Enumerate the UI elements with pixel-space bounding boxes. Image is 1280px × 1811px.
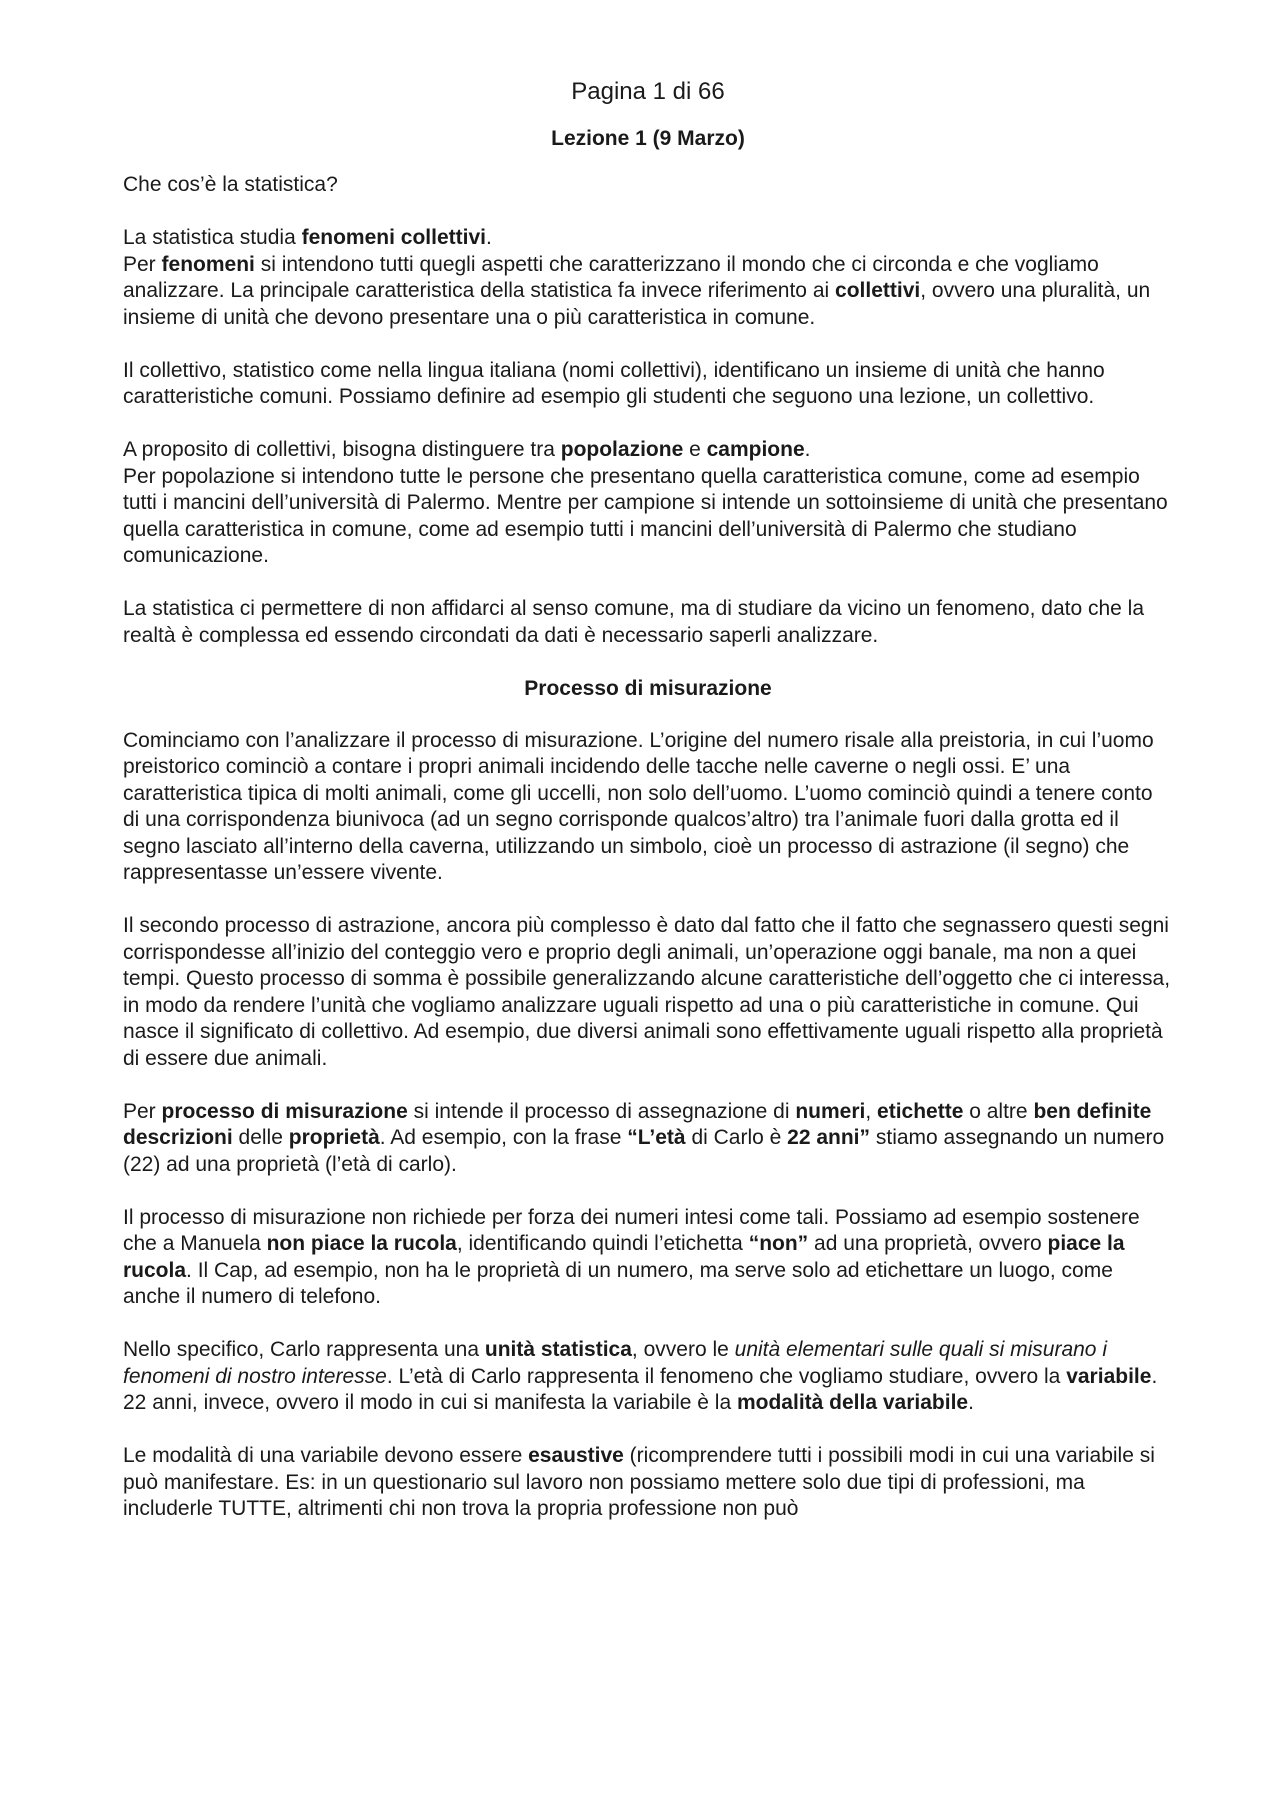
document-page [123, 72, 1173, 1549]
intro-paragraph-5: Per popolazione si intendono tutte le persone che presentano quella caratteristica comune, come ad esempio tutti i mancini dell’università di Palermo. Mentre per campione si intende un sottoinsieme di unità che presentano quella caratteristica in comune, come ad esempio tutti i mancini dell’università di Palermo che studiano comunicazione. [123, 464, 1168, 567]
page-number: Pagina 1 di 66 [571, 78, 725, 105]
intro-paragraph-2: Per fenomeni si intendono tutti quegli aspetti che caratterizzano il mondo che ci circonda e che vogliamo analizzare. La principale caratteristica della statistica fa invece riferimento ai collettivi, ovvero una pluralità, un insieme di unità che devono presentare una o più caratteristica in comune. [123, 252, 1151, 329]
section-paragraph-3: Per processo di misurazione si intende il processo di assegnazione di numeri, etichette o altre ben definite descrizioni delle proprietà. Ad esempio, con la frase “L’età di Carlo è 22 anni” stiamo assegnando un numero (22) ad una proprietà (l’età di carlo). [123, 1099, 1165, 1176]
section-paragraph-6: Le modalità di una variabile devono essere esaustive (ricomprendere tutti i possibili modi in cui una variabile si può manifestare. Es: in un questionario sul lavoro non possiamo mettere solo due tipi di professioni, ma includerle TUTTE, altrimenti chi non trova la propria professione non può [123, 1444, 1155, 1520]
section-paragraph-2: Il secondo processo di astrazione, ancora più complesso è dato dal fatto che il fatto che segnassero questi segni corrispondesse all’inizio del conteggio vero e proprio degli animali, un’operazione oggi banale, ma non a quei tempi. Questo processo di somma è possibile generalizzando alcune caratteristiche dell’oggetto che ci interessa, in modo da rendere l’unità che vogliamo analizzare uguali rispetto ad una o più caratteristiche in comune. Qui nasce il significato di collettivo. Ad esempio, due diversi animali sono effettivamente uguali rispetto alla proprietà di essere due animali. [123, 914, 1171, 1070]
section-paragraph-4: Il processo di misurazione non richiede per forza dei numeri intesi come tali. Possiamo ad esempio sostenere che a Manuela non piace la rucola, identificando quindi l’etichetta “non” ad una proprietà, ovvero piace la rucola. Il Cap, ad esempio, non ha le proprietà di un numero, ma serve solo ad etichettare un luogo, come anche il numero di telefono. [123, 1205, 1140, 1308]
section-paragraph-5: Nello specifico, Carlo rappresenta una unità statistica, ovvero le unità elementari sulle quali si misurano i fenomeni di nostro interesse. L’età di Carlo rappresenta il fenomeno che vogliamo studiare, ovvero la variabile. 22 anni, invece, ovvero il modo in cui si manifesta la variabile è la modalità della variabile. [123, 1338, 1158, 1414]
intro-paragraph-3: Il collettivo, statistico come nella lingua italiana (nomi collettivi), identificano un insieme di unità che hanno caratteristiche comuni. Possiamo definire ad esempio gli studenti che seguono una lezione, un collettivo. [123, 358, 1105, 408]
intro-paragraph-1: La statistica studia fenomeni collettivi. [123, 226, 492, 249]
section-paragraph-1: Cominciamo con l’analizzare il processo di misurazione. L’origine del numero risale alla preistoria, in cui l’uomo preistorico cominciò a contare i propri animali incidendo delle tacche nelle caverne o negli ossi. E’ una caratteristica tipica di molti animali, come gli uccelli, non solo dell’uomo. L’uomo cominciò quindi a tenere conto di una corrispondenza biunivoca (ad un segno corrisponde qualcos’altro) tra l’animale fuori dalla grotta ed il segno lasciato all’interno della caverna, utilizzando un simbolo, cioè un processo di astrazione (il segno) che rappresentasse un’essere vivente. [123, 728, 1154, 884]
lesson-title: Lezione 1 (9 Marzo) [551, 127, 745, 150]
intro-question: Che cos’è la statistica? [123, 173, 338, 196]
section-title: Processo di misurazione [524, 676, 772, 700]
intro-paragraph-6: La statistica ci permettere di non affidarci al senso comune, ma di studiare da vicino un fenomeno, dato che la realtà è complessa ed essendo circondati da dati è necessario saperli analizzare. [123, 597, 1145, 647]
intro-paragraph-4: A proposito di collettivi, bisogna distinguere tra popolazione e campione. [123, 438, 811, 461]
